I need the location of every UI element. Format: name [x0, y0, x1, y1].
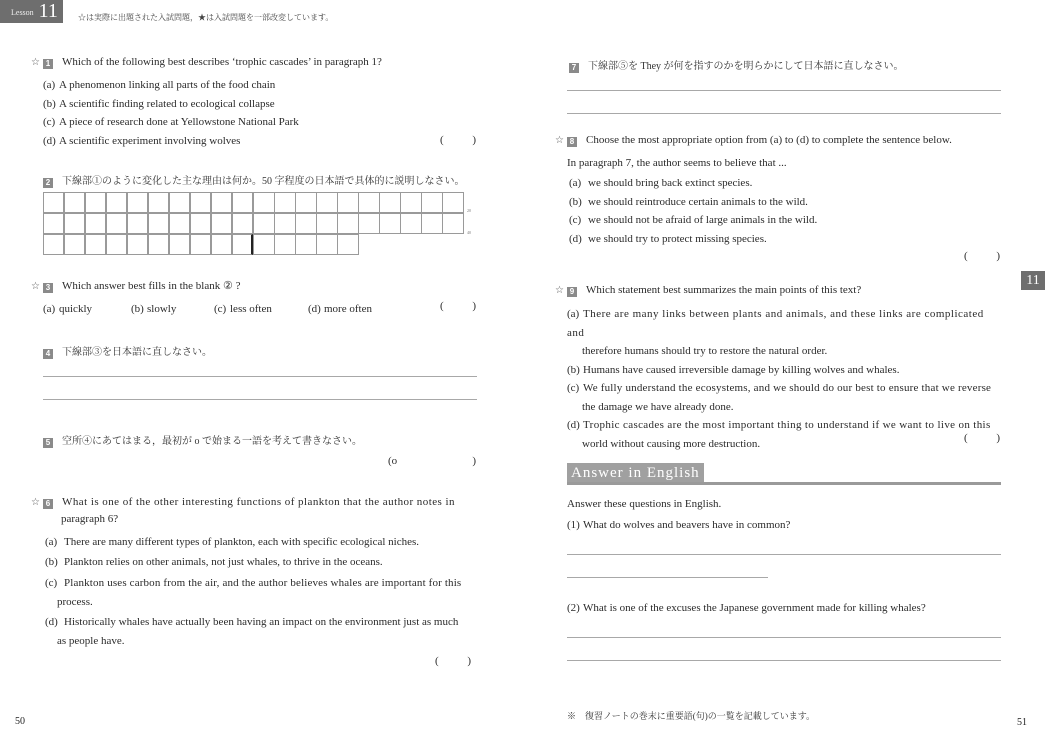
option-text: the damage we have already done. [582, 400, 734, 413]
question-text: What is one of the other interesting functions of plankton that the author notes in [62, 496, 455, 508]
option-text: Humans have caused irreversible damage by killing wolves and whales. [583, 363, 900, 376]
q6-options [45, 533, 478, 650]
grid-cell[interactable] [379, 213, 401, 235]
grid-cell[interactable] [190, 192, 212, 214]
grid-cell[interactable] [169, 192, 191, 214]
option-a[interactable] [45, 533, 478, 552]
header-note: ☆は実際に出題された入試問題，★は入試問題を一部改変しています。 [78, 13, 334, 22]
grid-cell[interactable] [274, 192, 296, 214]
option-c[interactable] [214, 300, 272, 319]
grid-cell[interactable] [85, 234, 107, 256]
grid-cell[interactable] [148, 213, 170, 235]
option-b[interactable] [131, 300, 176, 319]
grid-cell[interactable] [421, 192, 443, 214]
answer-line[interactable] [567, 113, 1001, 114]
grid-cell[interactable] [421, 213, 443, 235]
grid-cell[interactable] [127, 234, 149, 256]
option-label: (c) [569, 214, 582, 226]
grid-cell[interactable] [106, 192, 128, 214]
option-text: ( [440, 134, 444, 146]
grid-cell[interactable] [316, 192, 338, 214]
option-text: as people have. [57, 634, 125, 647]
option-c[interactable] [43, 113, 299, 132]
option-label: (b) [131, 303, 144, 315]
option-text: ( [440, 300, 444, 312]
option-c[interactable] [45, 574, 478, 611]
option-text: Plankton uses carbon from the air, and the author believes whales are important for this [64, 577, 462, 589]
option-b[interactable] [45, 553, 478, 572]
grid-cell[interactable] [43, 192, 65, 214]
option-text: therefore humans should try to restore the natural order. [582, 345, 828, 357]
grid-cell[interactable] [358, 213, 380, 235]
grid-cell[interactable] [64, 234, 86, 256]
option-text [45, 574, 478, 593]
english-question-2: (2) What is one of the excuses the Japanese government made for killing whales? [567, 602, 926, 614]
question-6 [31, 496, 455, 508]
option-text: (o [388, 455, 398, 467]
option-text: we should try to protect missing species. [588, 232, 767, 245]
option-text: ( [964, 432, 968, 444]
option-text: ) [996, 250, 1000, 262]
answer-blank[interactable] [388, 455, 476, 467]
option-text: quickly [59, 303, 92, 315]
option-label: (b) [569, 195, 582, 208]
option-text: Trophic cascades are the most important thing to understand if we want to live on this [583, 419, 991, 431]
star-icon: ☆ [31, 497, 40, 508]
option-text [45, 613, 478, 632]
answer-line[interactable] [43, 376, 477, 377]
grid-cell[interactable] [64, 213, 86, 235]
grid-cell[interactable] [169, 234, 191, 256]
grid-cell[interactable] [148, 192, 170, 214]
grid-cell[interactable] [127, 213, 149, 235]
question-number-badge: 5 [43, 438, 53, 448]
grid-cell[interactable] [148, 234, 170, 256]
grid-cell[interactable] [43, 234, 65, 256]
grid-cell[interactable] [85, 192, 107, 214]
option-label: (b) [43, 97, 56, 110]
answer-blank[interactable] [964, 250, 1000, 262]
grid-cell[interactable] [190, 213, 212, 235]
grid-cell[interactable] [106, 234, 128, 256]
question-lead: In paragraph 7, the author seems to believe that ... [567, 157, 787, 169]
page-number-right: 51 [1017, 717, 1027, 728]
grid-cell[interactable] [190, 234, 212, 256]
grid-cell[interactable] [211, 192, 233, 214]
question-number-badge: 6 [43, 499, 53, 509]
instruction: Answer these questions in English. [567, 498, 722, 510]
question-text: Which answer best fills in the blank ② ? [62, 280, 241, 292]
question-text-cont: paragraph 6? [61, 513, 119, 525]
question-text: Which statement best summarizes the main points of this text? [586, 284, 862, 296]
option-d[interactable] [43, 132, 299, 151]
option-a[interactable] [569, 174, 817, 193]
option-text: ) [996, 432, 1000, 444]
option-b[interactable] [567, 361, 1001, 380]
question-5 [41, 432, 362, 447]
question-number-badge: 7 [569, 63, 579, 73]
option-a[interactable] [43, 76, 299, 95]
grid-cell[interactable] [43, 213, 65, 235]
answer-in-english-heading [567, 463, 1001, 485]
option-text: less often [230, 303, 272, 315]
grid-cell[interactable] [379, 192, 401, 214]
grid-mark-40: 40 [467, 230, 471, 235]
option-label: (c) [43, 116, 56, 128]
grid-cell[interactable] [211, 234, 233, 256]
question-2 [41, 172, 465, 187]
option-label: (a) [569, 177, 582, 189]
option-text: A phenomenon linking all parts of the food chain [59, 79, 276, 91]
star-icon: ☆ [555, 285, 564, 296]
question-number-badge: 4 [43, 349, 53, 359]
grid-cell[interactable] [106, 213, 128, 235]
question-text: 下線部⑤を They が何を指すのかを明らかにして日本語に直しなさい。 [588, 61, 904, 72]
grid-cell[interactable] [337, 234, 359, 256]
english-question-1: (1) What do wolves and beavers have in common? [567, 519, 791, 531]
question-number-badge: 2 [43, 178, 53, 188]
grid-cell[interactable] [253, 192, 275, 214]
grid-cell[interactable] [274, 234, 296, 256]
option-text: There are many links between plants and animals, and these links are complicated and [567, 308, 984, 339]
option-text: we should not be afraid of large animals in the wild. [588, 214, 818, 226]
grid-cell[interactable] [85, 213, 107, 235]
option-label: (b) [45, 555, 58, 568]
answer-blank[interactable] [435, 655, 471, 667]
option-text: A scientific experiment involving wolves [59, 134, 241, 147]
option-label: (c) [45, 577, 58, 589]
grid-cell[interactable] [211, 213, 233, 235]
grid-mark-20: 20 [467, 208, 471, 213]
grid-cell[interactable] [232, 234, 254, 256]
option-d[interactable] [567, 416, 1001, 453]
option-text: we should bring back extinct species. [588, 177, 753, 189]
option-text: We fully understand the ecosystems, and we should do our best to ensure that we reverse [583, 382, 992, 394]
grid-cell[interactable] [337, 192, 359, 214]
footnote: ※ 復習ノートの巻末に重要語(句)の一覧を記載しています。 [567, 711, 816, 721]
grid-cell[interactable] [232, 213, 254, 235]
answer-line[interactable] [567, 660, 1001, 661]
answer-line[interactable] [567, 637, 1001, 638]
option-a[interactable] [567, 305, 1001, 361]
answer-blank[interactable] [440, 300, 476, 312]
star-icon: ☆ [555, 135, 564, 146]
question-8 [555, 134, 952, 146]
grid-cell[interactable] [337, 213, 359, 235]
answer-line[interactable] [567, 90, 1001, 91]
option-text: ) [467, 655, 471, 667]
grid-cell[interactable] [253, 213, 275, 235]
answer-blank[interactable] [964, 432, 1000, 444]
lesson-tab [0, 0, 63, 23]
q8-options [569, 174, 817, 248]
option-label: (d) [569, 232, 582, 245]
question-number-badge: 8 [567, 137, 577, 147]
option-text [567, 379, 1001, 398]
grid-cell[interactable] [274, 213, 296, 235]
option-label: (a) [45, 536, 58, 548]
option-text: we should reintroduce certain animals to the wild. [588, 195, 808, 208]
option-text: world without causing more destruction. [582, 437, 761, 450]
question-7 [567, 57, 904, 72]
option-label: (d) [45, 616, 58, 628]
section-title: Answer in English [567, 463, 704, 482]
option-label: (a) [43, 79, 56, 91]
question-9 [555, 284, 861, 296]
option-b[interactable] [43, 95, 299, 114]
lesson-label: Lesson [11, 8, 34, 17]
option-text: more often [324, 303, 372, 315]
question-1 [31, 56, 382, 68]
option-text: There are many different types of plankton, each with specific ecological niches. [64, 536, 420, 548]
option-label: (d) [308, 303, 321, 315]
option-c[interactable] [569, 211, 817, 230]
option-label: (a) [567, 308, 580, 320]
option-text: ) [472, 134, 476, 146]
side-lesson-tab: 11 [1021, 271, 1045, 290]
option-text: A piece of research done at Yellowstone National Park [59, 116, 299, 128]
option-label: (c) [567, 382, 580, 394]
grid-cell[interactable] [400, 213, 422, 235]
option-text: Plankton relies on other animals, not just whales, to thrive in the oceans. [64, 555, 383, 568]
option-text: ( [964, 250, 968, 262]
option-text [567, 305, 1001, 342]
option-text: ) [472, 455, 476, 467]
answer-grid[interactable] [43, 192, 464, 255]
option-text: A scientific finding related to ecological collapse [59, 97, 275, 110]
option-text [567, 416, 1001, 435]
question-text: Choose the most appropriate option from (a) to (d) to complete the sentence below. [586, 134, 952, 146]
grid-cell[interactable] [442, 192, 464, 214]
option-d[interactable] [308, 300, 372, 319]
option-c[interactable] [567, 379, 1001, 416]
question-text: 下線部③を日本語に直しなさい。 [62, 347, 212, 358]
option-text: Historically whales have actually been having an impact on the environment just as much [64, 616, 459, 628]
option-a[interactable] [43, 300, 92, 319]
star-icon: ☆ [31, 281, 40, 292]
answer-line[interactable] [567, 554, 1001, 555]
answer-blank[interactable] [440, 134, 476, 146]
option-b[interactable] [569, 193, 817, 212]
lesson-number: 11 [38, 0, 58, 22]
q1-options [43, 76, 299, 150]
page-number-left: 50 [15, 716, 25, 727]
q9-options [567, 305, 1001, 453]
grid-cell[interactable] [64, 192, 86, 214]
question-text: 空所④にあてはまる，最初が o で始まる一語を考えて書きなさい。 [62, 436, 362, 447]
grid-cell[interactable] [295, 213, 317, 235]
star-icon: ☆ [31, 57, 40, 68]
question-number-badge: 1 [43, 59, 53, 69]
grid-cell[interactable] [295, 192, 317, 214]
grid-cell[interactable] [253, 234, 275, 256]
grid-cell[interactable] [232, 192, 254, 214]
question-4 [41, 343, 212, 358]
option-label: (a) [43, 303, 56, 315]
option-label: (d) [43, 134, 56, 147]
grid-cell[interactable] [316, 213, 338, 235]
question-3 [31, 279, 240, 292]
question-number-badge: 9 [567, 287, 577, 297]
grid-cell[interactable] [295, 234, 317, 256]
grid-cell[interactable] [316, 234, 338, 256]
option-text: ) [472, 300, 476, 312]
grid-cell[interactable] [127, 192, 149, 214]
question-text: Which of the following best describes ‘trophic cascades’ in paragraph 1? [62, 56, 382, 68]
answer-line[interactable] [43, 399, 477, 400]
option-text: process. [57, 595, 93, 608]
option-label: (c) [214, 303, 227, 315]
grid-cell[interactable] [358, 192, 380, 214]
option-label: (d) [567, 419, 580, 431]
answer-line[interactable] [567, 577, 768, 578]
option-text: slowly [147, 303, 177, 315]
option-d[interactable] [45, 613, 478, 650]
grid-cell[interactable] [400, 192, 422, 214]
option-label: (b) [567, 363, 580, 376]
grid-cell[interactable] [169, 213, 191, 235]
option-d[interactable] [569, 230, 817, 249]
question-number-badge: 3 [43, 283, 53, 293]
grid-cell[interactable] [442, 213, 464, 235]
option-text: ( [435, 655, 439, 667]
question-text: 下線部①のように変化した主な理由は何か。50 字程度の日本語で具体的に説明しなさい。 [62, 176, 465, 187]
